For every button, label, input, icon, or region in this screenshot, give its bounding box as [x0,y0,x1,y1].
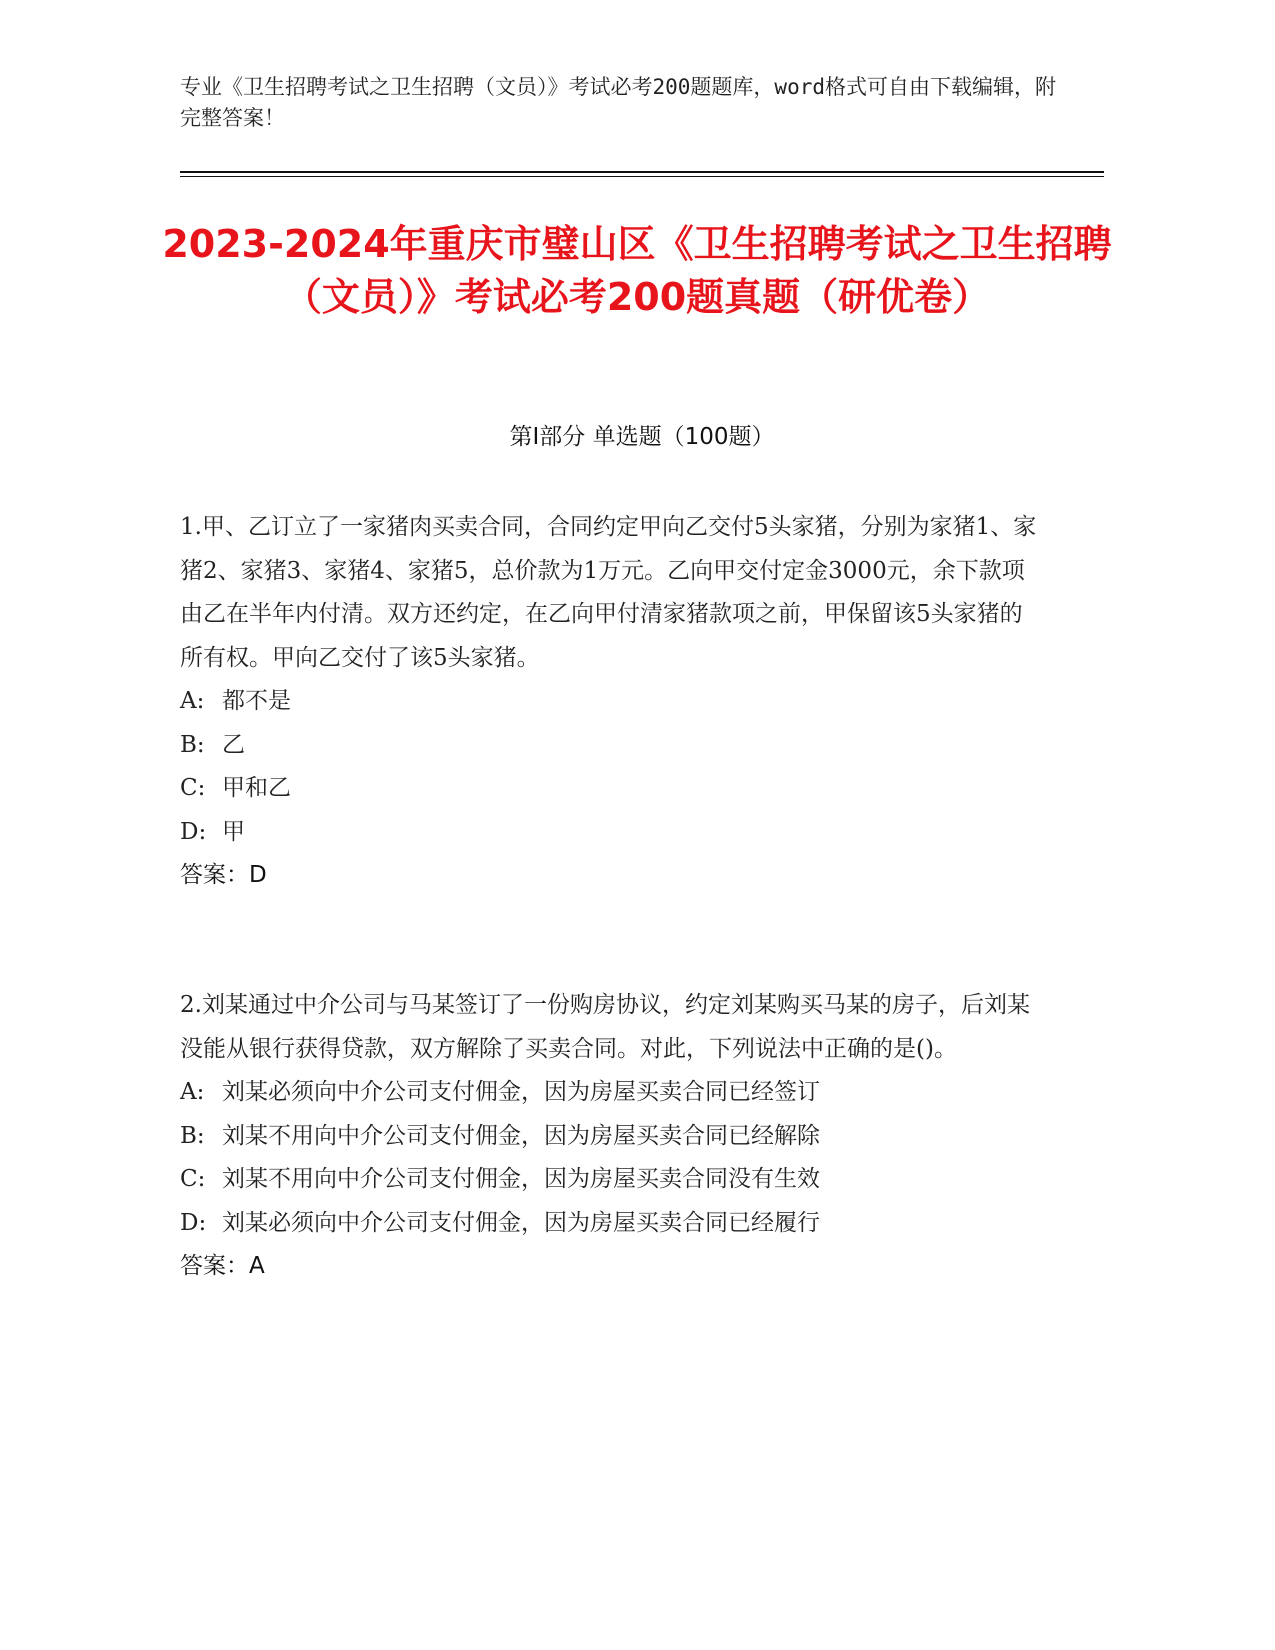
option-letter: A: [180,1079,205,1105]
question-stem: 2.刘某通过中介公司与马某签订了一份购房协议，约定刘某购买马某的房子，后刘某没能从银行获得贷款，双方解除了买卖合同。对此，下列说法中正确的是()。 [180,992,1030,1062]
option-text: 甲和乙 [222,775,291,801]
section-heading: 第Ⅰ部分 单选题（100题） [509,424,775,450]
header-divider-thick [180,171,1104,173]
option-c [180,767,1040,811]
option-letter: B: [180,1122,205,1149]
question-block [180,984,1040,1289]
option-b [180,724,1040,768]
answer-line: 答案：D [180,862,267,888]
option-text: 刘某不用向中介公司支付佣金，因为房屋买卖合同已经解除 [222,1122,820,1149]
document-title: 2023-2024年重庆市璧山区《卫生招聘考试之卫生招聘（文员）》考试必考200题真题（研优卷） [162,222,1112,319]
option-letter: C: [180,775,206,801]
option-text: 都不是 [222,688,291,714]
header-note: 专业《卫生招聘考试之卫生招聘（文员）》考试必考200题题库，word格式可自由下载编辑，附完整答案！ [180,75,1056,130]
question-stem: 1.甲、乙订立了一家猪肉买卖合同，合同约定甲向乙交付5头家猪，分别为家猪1、家猪2、家猪3、家猪4、家猪5，总价款为1万元。乙向甲交付定金3000元，余下款项由乙在半年内付清。双方还约定，在乙向甲付清家猪款项之前，甲保留该5头家猪的所有权。甲向乙交付了该5头家猪。 [180,514,1037,671]
option-a [180,680,1040,724]
option-c [180,1158,1040,1202]
option-a [180,1071,1040,1115]
option-letter: D: [180,1209,207,1236]
option-letter: B: [180,731,205,758]
option-d [180,811,1040,855]
option-d [180,1202,1040,1246]
option-letter: D: [180,818,207,845]
question-block [180,506,1040,898]
option-letter: C: [180,1166,206,1192]
option-text: 刘某必须向中介公司支付佣金，因为房屋买卖合同已经签订 [222,1079,820,1105]
option-text: 甲 [222,818,245,845]
option-text: 乙 [222,731,245,758]
answer-line: 答案：A [180,1253,265,1279]
option-b [180,1115,1040,1159]
header-divider-thin [180,176,1104,177]
option-text: 刘某不用向中介公司支付佣金，因为房屋买卖合同没有生效 [222,1166,820,1192]
option-letter: A: [180,688,205,714]
option-text: 刘某必须向中介公司支付佣金，因为房屋买卖合同已经履行 [222,1209,820,1236]
